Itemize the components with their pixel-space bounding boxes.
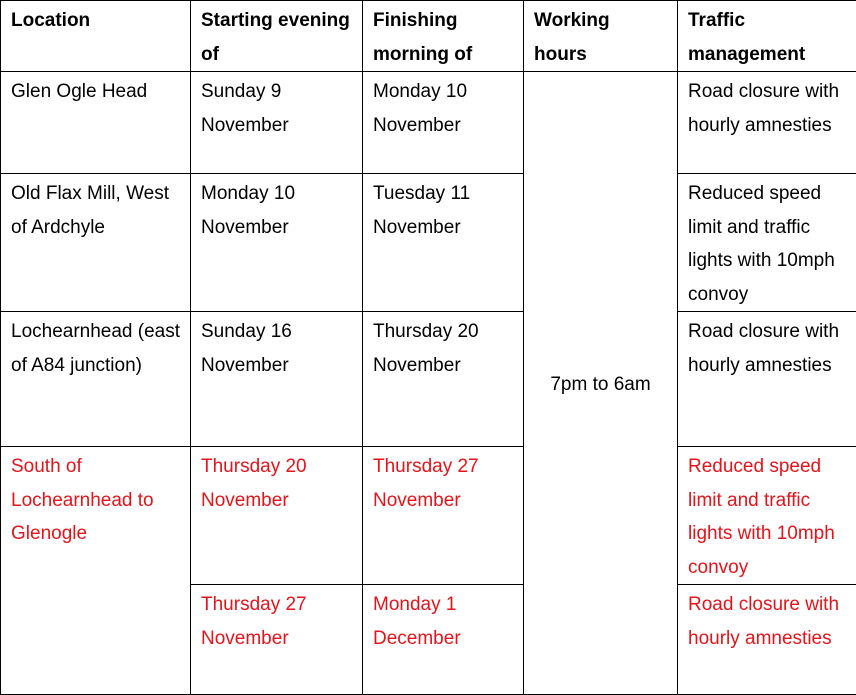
table-row [1, 312, 856, 447]
table-header [1, 1, 856, 72]
table-row-highlighted [1, 447, 856, 585]
start-cell: Monday 10 November [191, 174, 363, 312]
header-row [1, 1, 856, 72]
location-cell: Lochearnhead (east of A84 junction) [1, 312, 191, 447]
traffic-cell: Reduced speed limit and traffic lights with 10mph convoy [678, 447, 856, 585]
finish-cell: Tuesday 11 November [363, 174, 524, 312]
location-cell: Glen Ogle Head [1, 72, 191, 174]
traffic-cell: Road closure with hourly amnesties [678, 72, 856, 174]
header-traffic-management: Traffic management [678, 1, 856, 72]
table-row [1, 174, 856, 312]
table-body [1, 72, 856, 695]
location-cell: South of Lochearnhead to Glenogle [1, 447, 191, 695]
header-finishing-morning: Finishing morning of [363, 1, 524, 72]
start-cell: Thursday 27 November [191, 585, 363, 695]
finish-cell: Monday 1 December [363, 585, 524, 695]
start-cell: Sunday 16 November [191, 312, 363, 447]
finish-cell: Monday 10 November [363, 72, 524, 174]
start-cell: Thursday 20 November [191, 447, 363, 585]
table-row [1, 72, 856, 174]
start-cell: Sunday 9 November [191, 72, 363, 174]
header-location: Location [1, 1, 191, 72]
traffic-cell: Reduced speed limit and traffic lights with 10mph convoy [678, 174, 856, 312]
finish-cell: Thursday 20 November [363, 312, 524, 447]
header-starting-evening: Starting evening of [191, 1, 363, 72]
location-cell: Old Flax Mill, West of Ardchyle [1, 174, 191, 312]
traffic-cell: Road closure with hourly amnesties [678, 312, 856, 447]
finish-cell: Thursday 27 November [363, 447, 524, 585]
working-hours-cell: 7pm to 6am [524, 72, 678, 695]
traffic-cell: Road closure with hourly amnesties [678, 585, 856, 695]
header-working-hours: Working hours [524, 1, 678, 72]
